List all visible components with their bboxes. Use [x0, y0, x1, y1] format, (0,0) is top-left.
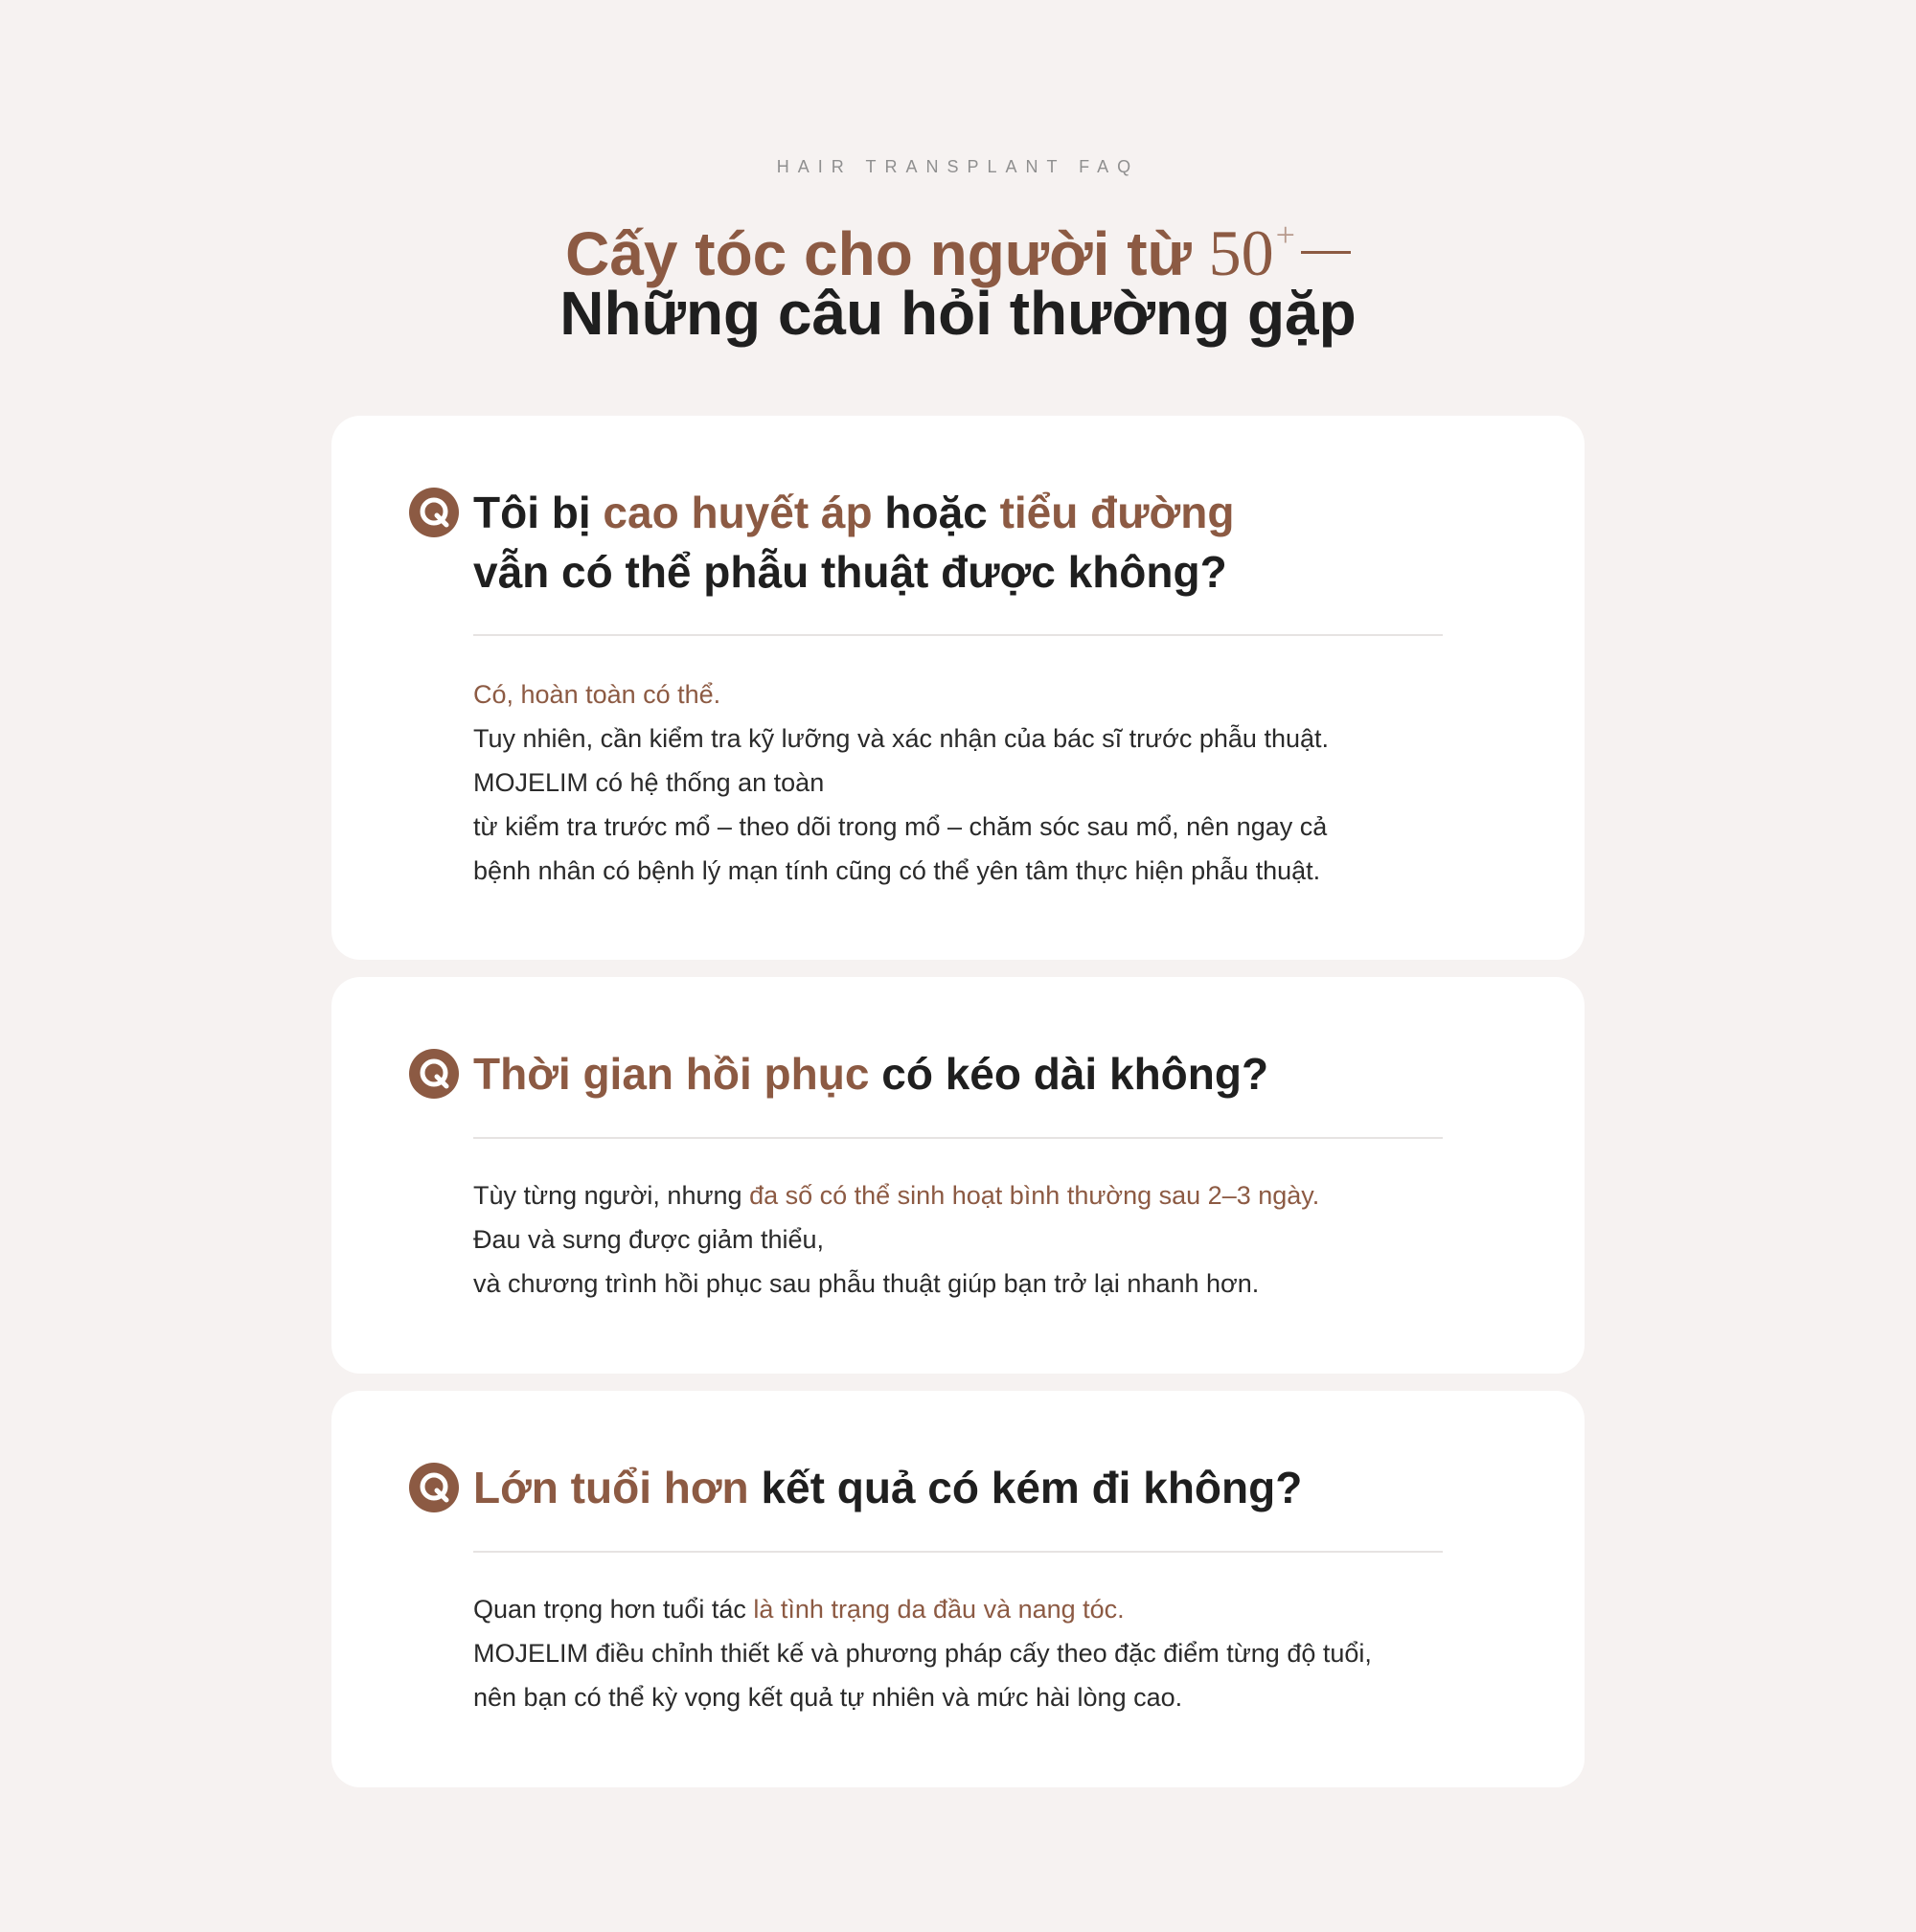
answer-line: từ kiểm tra trước mổ – theo dõi trong mổ – chăm sóc sau mổ, nên ngay cả [473, 812, 1328, 841]
page-title-number: 50 [1208, 216, 1274, 289]
faq-card [331, 977, 1585, 1374]
section-eyebrow: HAIR TRANSPLANT FAQ [776, 157, 1140, 176]
divider [473, 634, 1443, 636]
answer-line: MOJELIM có hệ thống an toàn [473, 768, 825, 797]
faq-card [331, 1391, 1585, 1787]
question-text: vẫn có thể phẫu thuật được không? [473, 547, 1227, 597]
question-highlight: Thời gian hồi phục [473, 1049, 870, 1099]
faq-question [473, 1044, 1268, 1103]
answer-highlight: là tình trạng da đầu và nang tóc. [753, 1595, 1125, 1624]
faq-question [473, 483, 1234, 602]
answer-lead: Có, hoàn toàn có thể. [473, 680, 721, 709]
answer-line: Tùy từng người, nhưng [473, 1181, 750, 1210]
title-dash [1301, 251, 1351, 254]
question-highlight: Lớn tuổi hơn [473, 1463, 749, 1512]
question-icon [408, 1048, 460, 1100]
question-highlight: tiểu đường [999, 488, 1235, 537]
answer-line: bệnh nhân có bệnh lý mạn tính cũng có thể yên tâm thực hiện phẫu thuật. [473, 856, 1321, 885]
answer-line: Tuy nhiên, cần kiểm tra kỹ lưỡng và xác nhận của bác sĩ trước phẫu thuật. [473, 724, 1330, 753]
divider [473, 1551, 1443, 1553]
answer-highlight: đa số có thể sinh hoạt bình thường sau 2–3 ngày. [749, 1181, 1320, 1210]
divider [473, 1137, 1443, 1139]
page-title-plus: + [1275, 216, 1295, 254]
answer-line: và chương trình hồi phục sau phẫu thuật giúp bạn trở lại nhanh hơn. [473, 1269, 1260, 1298]
question-text: có kéo dài không? [869, 1049, 1269, 1099]
page-title-text: Cấy tóc cho người từ [565, 219, 1209, 288]
answer-line: nên bạn có thể kỳ vọng kết quả tự nhiên và mức hài lòng cao. [473, 1683, 1183, 1712]
faq-answer [473, 672, 1479, 893]
answer-line: Đau và sưng được giảm thiểu, [473, 1225, 825, 1254]
question-text: Tôi bị [473, 488, 604, 537]
question-text: hoặc [872, 488, 1000, 537]
question-highlight: cao huyết áp [603, 488, 873, 537]
question-icon [408, 487, 460, 538]
faq-answer [473, 1587, 1479, 1719]
answer-line: MOJELIM điều chỉnh thiết kế và phương pháp cấy theo đặc điểm từng độ tuổi, [473, 1639, 1372, 1668]
question-icon [408, 1462, 460, 1513]
answer-line: Quan trọng hơn tuổi tác [473, 1595, 754, 1624]
faq-question [473, 1458, 1302, 1517]
page-subtitle: Những câu hỏi thường gặp [559, 279, 1357, 348]
faq-answer [473, 1173, 1479, 1306]
question-text: kết quả có kém đi không? [748, 1463, 1303, 1512]
faq-card [331, 416, 1585, 960]
